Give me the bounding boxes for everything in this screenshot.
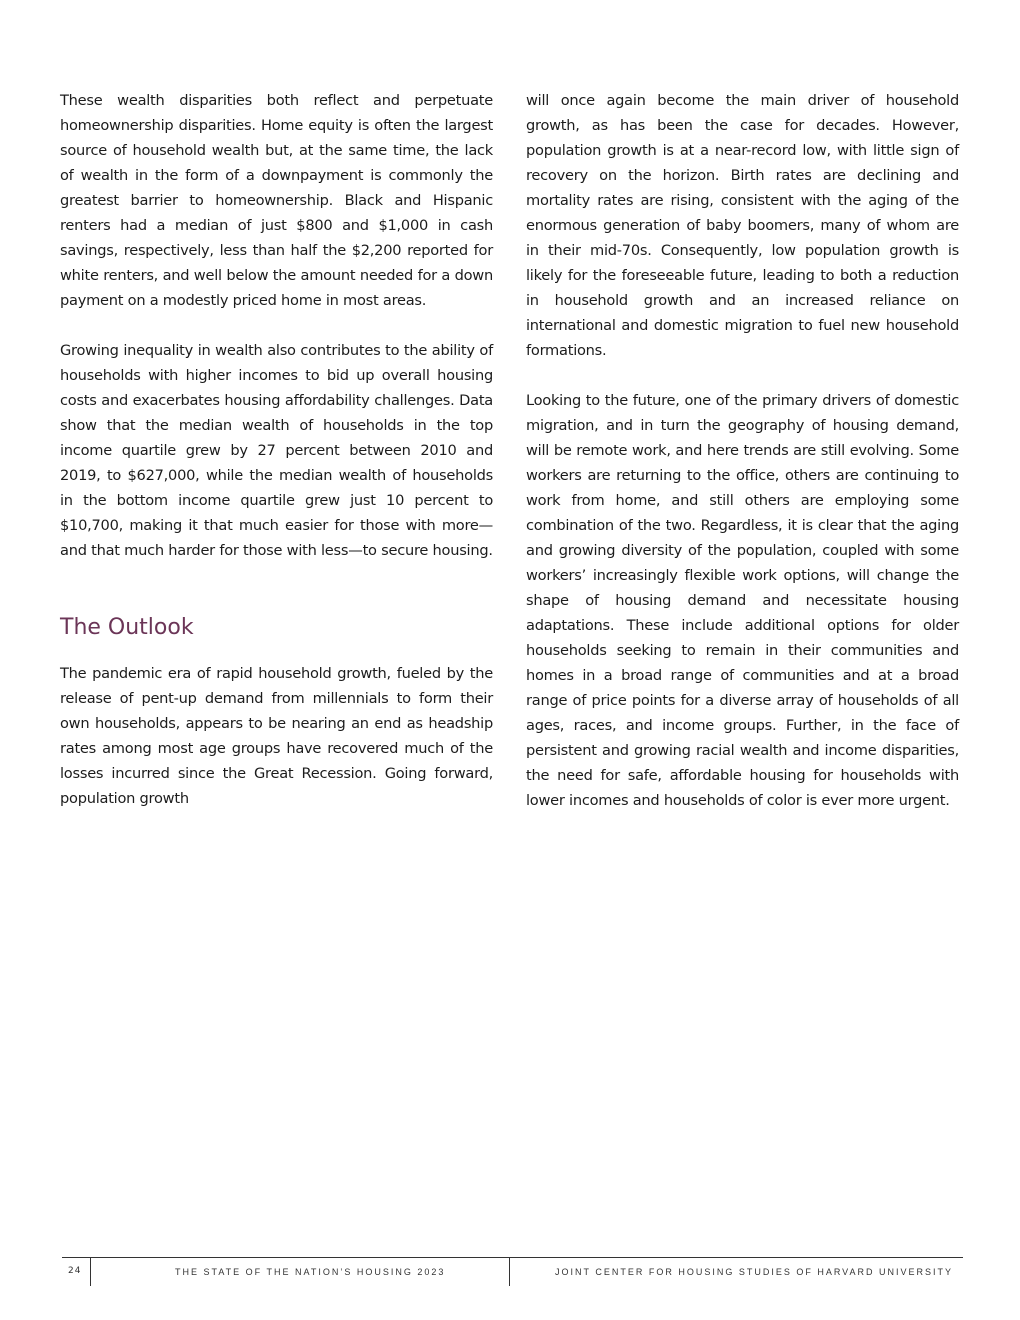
body-paragraph-outlook: The pandemic era of rapid household growth, fueled by the release of pent-up demand from millennials to form their own households, appears to be nearing an end as headship rates among most age groups have recovered much of the losses incurred since the Great Recession. Going forward, population growth	[60, 665, 493, 807]
body-paragraph-population-growth: will once again become the main driver of household growth, as has been the case for decades. However, population growth is at a near-record low, with little sign of recovery on the horizon. Birth rates are declining and mortality rates are rising, consistent with the aging of the enormous generation of baby boomers, many of whom are in their mid-70s. Consequently, low population growth is likely for the foreseeable future, leading to both a reduction in household growth and an increased reliance on international and domestic migration to fuel new household formations.	[526, 92, 959, 359]
page-number: 24	[68, 1266, 82, 1276]
footer-organization: JOINT CENTER FOR HOUSING STUDIES OF HARVARD UNIVERSITY	[555, 1267, 954, 1277]
page-footer	[62, 1257, 963, 1288]
footer-divider	[509, 1258, 510, 1286]
footer-divider	[90, 1258, 91, 1286]
body-paragraph-remote-work: Looking to the future, one of the primary drivers of domestic migration, and in turn the geography of housing demand, will be remote work, and here trends are still evolving. Some workers are returning to the office, others are continuing to work from home, and still others are employing some combination of the two. Regardless, it is clear that the aging and growing diversity of the population, coupled with some workers’ increasingly flexible work options, will change the shape of housing demand and necessitate housing adaptations. These include additional options for older households seeking to remain in their communities and homes in a broad range of communities and at a broad range of price points for a diverse array of households of all ages, races, and income groups. Further, in the face of persistent and growing racial wealth and income disparities, the need for safe, affordable housing for households with lower incomes and households of color is ever more urgent.	[526, 392, 959, 809]
body-paragraph-wealth-disparities: These wealth disparities both reflect and perpetuate homeownership disparities. Home equity is often the largest source of household wealth but, at the same time, the lack of wealth in the form of a downpayment is commonly the greatest barrier to homeownership. Black and Hispanic renters had a median of just $800 and $1,000 in cash savings, respectively, less than half the $2,200 reported for white renters, and well below the amount needed for a down payment on a modestly priced home in most areas.	[60, 92, 493, 309]
right-column	[526, 88, 959, 838]
footer-report-title: THE STATE OF THE NATION’S HOUSING 2023	[175, 1267, 446, 1277]
body-paragraph-wealth-inequality: Growing inequality in wealth also contributes to the ability of households with higher incomes to bid up overall housing costs and exacerbates housing affordability challenges. Data show that the median wealth of households in the top income quartile grew by 27 percent between 2010 and 2019, to $627,000, while the median wealth of households in the bottom income quartile grew just 10 percent to $10,700, making it that much easier for those with more—and that much harder for those with less—to secure housing.	[60, 342, 493, 559]
left-column	[60, 88, 493, 836]
section-heading-outlook: The Outlook	[60, 615, 194, 640]
